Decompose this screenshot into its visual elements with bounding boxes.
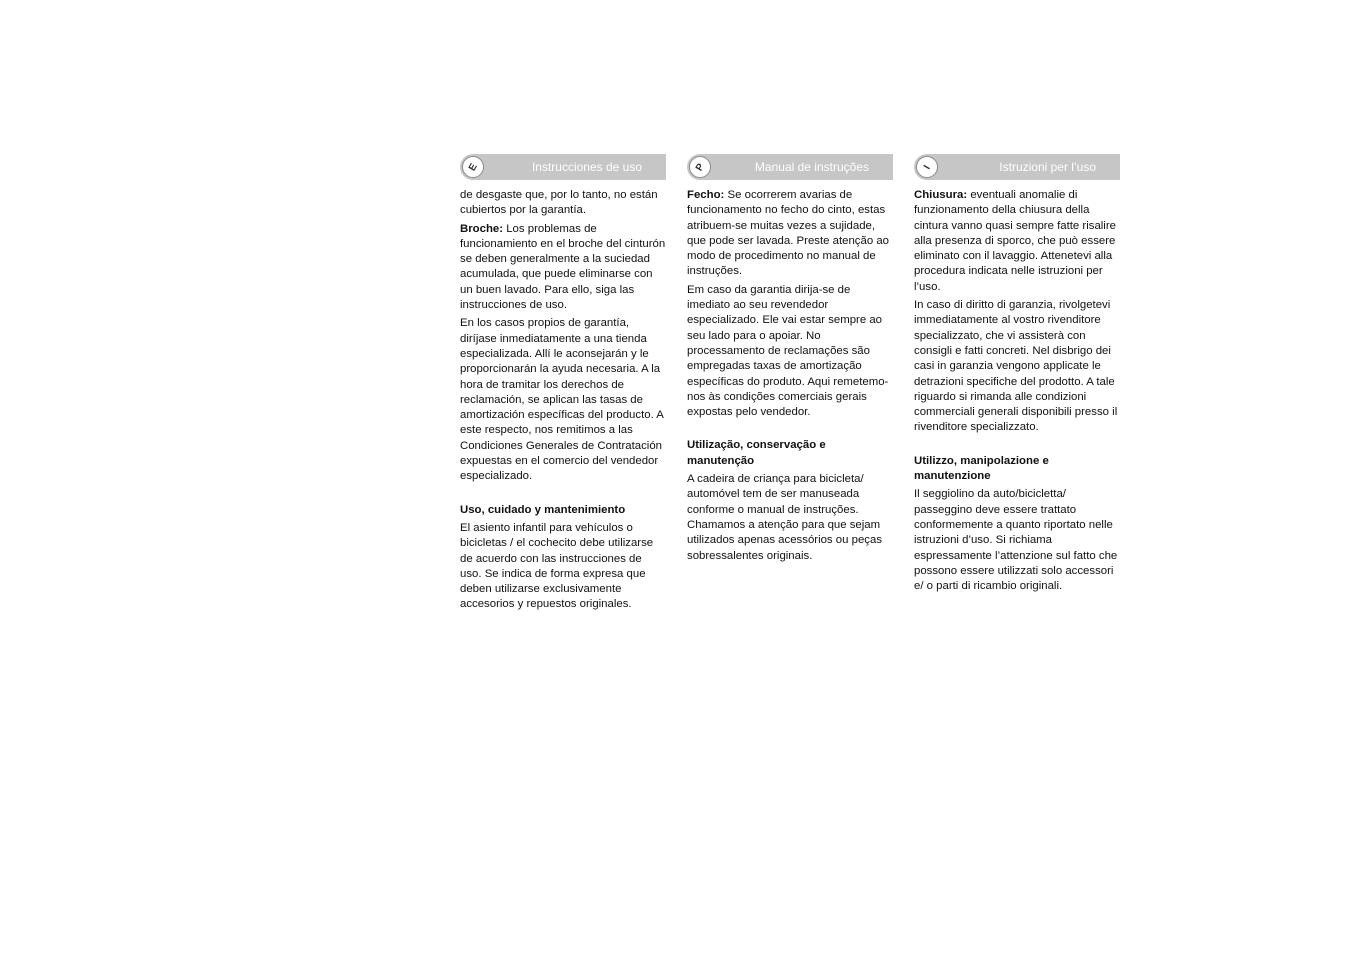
paragraph-usage: El asiento infantil para vehículos o bicicletas / el cochecito debe utilizarse de acuerdo con las instrucciones de uso. Se indica de forma expresa que deben utilizarse exclusivamente accesorios y repuestos originales. (460, 521, 654, 611)
column-spanish (460, 154, 666, 616)
section-heading: Utilizzo, manipolazione e manutenzione (914, 454, 1049, 483)
paragraph-buckle (687, 188, 893, 280)
column-italian (914, 154, 1120, 597)
section-heading: Utilização, conservação e manutenção (687, 439, 826, 467)
column-portuguese (687, 154, 893, 567)
paragraph-wear: de desgaste que, por lo tanto, no están cubiertos por la garantía. (460, 189, 658, 217)
column-content (687, 188, 893, 564)
paragraph-text: Los problemas de funcionamiento en el broche del cinturón se deben generalmente a la suciedad acumulada, que puede eliminarse con un buen lavado. Para ello, siga las instrucciones de uso. (460, 222, 666, 312)
paragraph-buckle (460, 222, 666, 314)
paragraph-text: eventuali anomalie di funzionamento della chiusura della cintura vanno quasi sempre fatte risalire alla presenza di sporco, che può essere eliminato con il lavaggio. Attenetevi alla procedura indicata nelle istruzioni per l’uso. (914, 189, 1116, 293)
section-header-title: Manual de instruções (754, 160, 869, 174)
language-badge-icon: E (462, 156, 484, 178)
section-header-title: Instrucciones de uso (531, 160, 642, 174)
paragraph-usage: Il seggiolino da auto/bicicletta/ passeggino deve essere trattato conformemente a quanto riportato nelle istruzioni d’uso. Si richiama espressamente l’attenzione sul fatto che possono essere utilizzati solo accessori e/ o parti di ricambio originali. (914, 488, 1118, 593)
language-badge-icon: P (689, 156, 711, 178)
section-header-bar (914, 154, 1120, 180)
column-content (914, 188, 1120, 594)
paragraph-usage: A cadeira de criança para bicicleta/ automóvel tem de ser manuseada conforme o manual de instruções. Chamamos a atenção para que sejam utilizados apenas acessórios ou peças sobressalentes originais. (687, 473, 883, 562)
paragraph-label: Fecho: (687, 189, 725, 201)
section-heading: Uso, cuidado y mantenimiento (460, 503, 626, 516)
paragraph-label: Chiusura: (914, 189, 968, 201)
paragraph-warranty: In caso di diritto di garanzia, rivolgetevi immediatamente al vostro rivenditore specializzato, che vi assisterà con consigli e fatti concreti. Nel disbrigo dei casi in garanzia vengono applicate le detrazioni specifiche del prodotto. A tale riguardo si rimanda alle condizioni commerciali generali disponibili presso il rivenditore specializzato. (914, 299, 1118, 434)
paragraph-warranty: Em caso da garantia dirija-se de imediato ao seu revendedor especializado. Ele vai estar sempre ao seu lado para o apoiar. No processamento de reclamações são empregadas taxas de amortização específicas do produto. Aqui remetemo-nos às condições comerciais gerais expostas pelo vendedor. (687, 283, 889, 419)
paragraph-warranty: En los casos propios de garantía, diríjase inmediatamente a una tienda especializada. Allí le aconsejarán y le proporcionarán la ayuda necesaria. A la hora de tramitar los derechos de reclamación, se aplican las tasas de amortización específicas del producto. A este respecto, nos remitimos a las Condiciones Generales de Contratación expuestas en el comercio del vendedor especializado. (460, 317, 664, 483)
paragraph-text: Se ocorrerem avarias de funcionamento no fecho do cinto, estas atribuem-se muitas vezes a sujidade, que pode ser lavada. Preste atenção ao modo de procedimento no manual de instruções. (687, 189, 890, 278)
language-badge-icon: I (916, 156, 938, 178)
paragraph-label: Broche: (460, 222, 504, 235)
section-header-bar (687, 154, 893, 180)
section-header-bar (460, 154, 666, 180)
column-content (460, 188, 666, 613)
section-header-title: Istruzioni per l’uso (999, 160, 1096, 174)
paragraph-buckle (914, 188, 1120, 295)
